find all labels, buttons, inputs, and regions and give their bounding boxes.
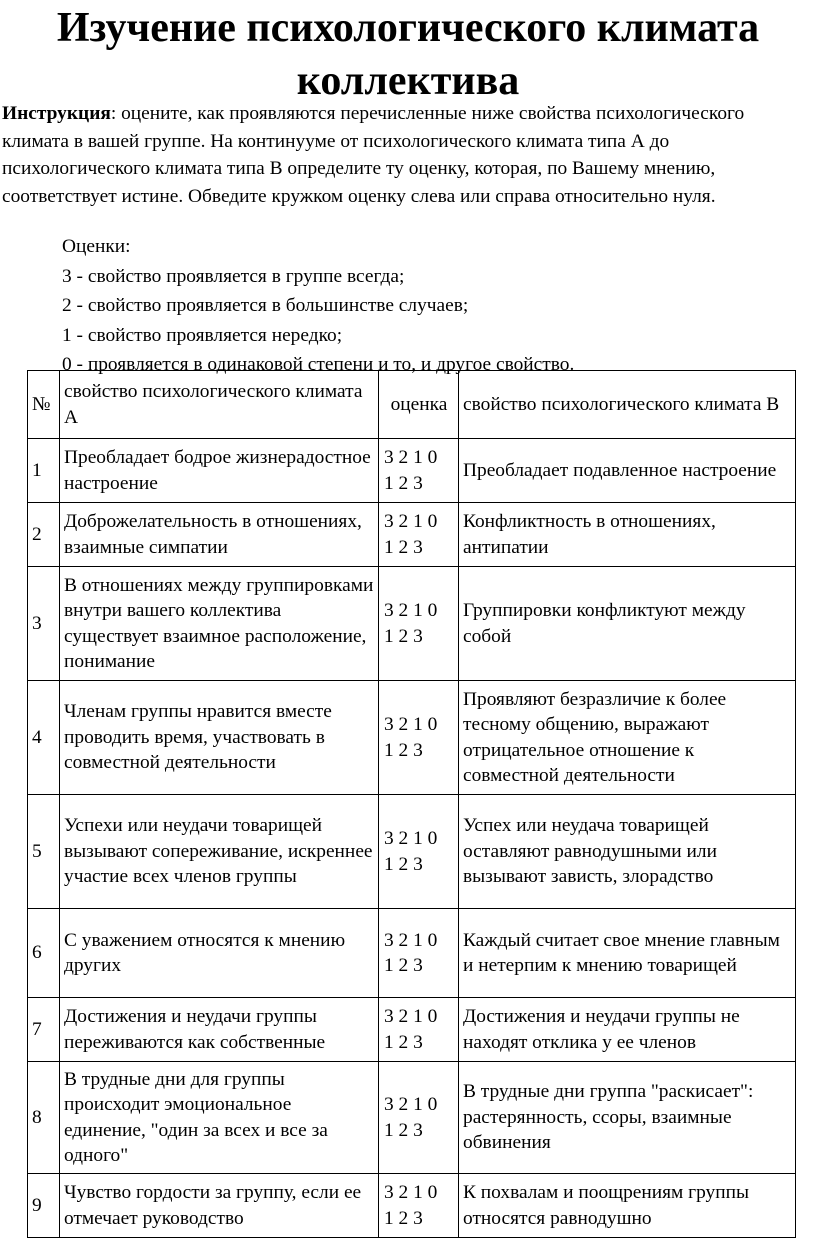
score-left[interactable]: 3 2 1 0 bbox=[384, 714, 438, 735]
row-property-b: Проявляют безразличие к более тесному общению, выражают отрицательное отношение к совместной деятельности bbox=[459, 681, 796, 795]
score-right[interactable]: 1 2 3 bbox=[384, 853, 423, 875]
score-left[interactable]: 3 2 1 0 bbox=[384, 1006, 438, 1027]
score-right[interactable]: 1 2 3 bbox=[384, 739, 423, 761]
scale-item: 1 - свойство проявляется нередко; bbox=[62, 324, 343, 346]
scale-legend bbox=[62, 232, 574, 380]
row-score[interactable] bbox=[379, 909, 459, 998]
row-property-a: В трудные дни для группы происходит эмоциональное единение, "один за всех и все за одного" bbox=[60, 1062, 379, 1174]
instruction-label: Инструкция bbox=[2, 103, 111, 124]
title-line-2: коллектива bbox=[296, 58, 520, 104]
row-num: 6 bbox=[28, 909, 60, 998]
row-score[interactable] bbox=[379, 567, 459, 681]
row-property-a: В отношениях между группировками внутри вашего коллектива существует взаимное расположение, понимание bbox=[60, 567, 379, 681]
row-property-b: Успех или неудача товарищей оставляют равнодушными или вызывают зависть, злорадство bbox=[459, 795, 796, 909]
row-property-b: В трудные дни группа "раскисает": растерянность, ссоры, взаимные обвинения bbox=[459, 1062, 796, 1174]
header-property-b: свойство психологического климата В bbox=[459, 371, 796, 439]
row-property-b: К похвалам и поощрениям группы относятся равнодушно bbox=[459, 1174, 796, 1238]
row-num: 5 bbox=[28, 795, 60, 909]
row-property-a: Преобладает бодрое жизнерадостное настроение bbox=[60, 439, 379, 503]
score-left[interactable]: 3 2 1 0 bbox=[384, 447, 438, 468]
row-property-b: Конфликтность в отношениях, антипатии bbox=[459, 503, 796, 567]
score-right[interactable]: 1 2 3 bbox=[384, 1119, 423, 1141]
table-row bbox=[28, 439, 796, 503]
row-num: 2 bbox=[28, 503, 60, 567]
score-left[interactable]: 3 2 1 0 bbox=[384, 929, 438, 951]
row-score[interactable] bbox=[379, 998, 459, 1062]
score-left[interactable]: 3 2 1 0 bbox=[384, 600, 438, 621]
row-num: 3 bbox=[28, 567, 60, 681]
score-right[interactable]: 1 2 3 bbox=[384, 536, 423, 558]
row-property-a: Чувство гордости за группу, если ее отмечает руководство bbox=[60, 1174, 379, 1238]
title-line-1: Изучение психологического климата bbox=[56, 5, 760, 51]
climate-table bbox=[27, 370, 796, 1238]
row-property-a: Успехи или неудачи товарищей вызывают сопереживание, искреннее участие всех членов группы bbox=[60, 795, 379, 909]
score-right[interactable]: 1 2 3 bbox=[384, 625, 423, 647]
header-score: оценка bbox=[379, 371, 459, 439]
table-row bbox=[28, 998, 796, 1062]
scale-item: 0 - проявляется в одинаковой степени и то, и другое свойство. bbox=[62, 354, 575, 376]
row-score[interactable] bbox=[379, 439, 459, 503]
score-right[interactable]: 1 2 3 bbox=[384, 1207, 423, 1229]
row-score[interactable] bbox=[379, 681, 459, 795]
row-num: 7 bbox=[28, 998, 60, 1062]
score-left[interactable]: 3 2 1 0 bbox=[384, 1182, 438, 1203]
table-header-row bbox=[28, 371, 796, 439]
instruction-text: : оцените, как проявляются перечисленные ниже свойства психологического климата в вашей группе. На континууме от психологического климата типа А до психологического климата типа В определите ту оценку, которая, по Вашему мнению, соответствует истине. Обведите кружком оценку слева или справа относительно нуля. bbox=[2, 103, 745, 208]
score-right[interactable]: 1 2 3 bbox=[384, 955, 423, 976]
row-property-b: Каждый считает свое мнение главным и нетерпим к мнению товарищей bbox=[459, 909, 796, 998]
row-property-b: Группировки конфликтуют между собой bbox=[459, 567, 796, 681]
score-left[interactable]: 3 2 1 0 bbox=[384, 511, 438, 532]
row-property-a: Доброжелательность в отношениях, взаимные симпатии bbox=[60, 503, 379, 567]
row-score[interactable] bbox=[379, 795, 459, 909]
table-row bbox=[28, 681, 796, 795]
header-num: № bbox=[28, 371, 60, 439]
row-property-a: Достижения и неудачи группы переживаются как собственные bbox=[60, 998, 379, 1062]
scale-item: 3 - свойство проявляется в группе всегда; bbox=[62, 265, 405, 287]
row-score[interactable] bbox=[379, 1062, 459, 1174]
table-row bbox=[28, 1062, 796, 1174]
row-property-a: С уважением относятся к мнению других bbox=[60, 909, 379, 998]
score-left[interactable]: 3 2 1 0 bbox=[384, 1094, 438, 1115]
row-score[interactable] bbox=[379, 1174, 459, 1238]
row-score[interactable] bbox=[379, 503, 459, 567]
row-property-b: Преобладает подавленное настроение bbox=[459, 439, 796, 503]
table-row bbox=[28, 909, 796, 998]
row-property-a: Членам группы нравится вместе проводить время, участвовать в совместной деятельности bbox=[60, 681, 379, 795]
scale-item: 2 - свойство проявляется в большинстве случаев; bbox=[62, 295, 469, 317]
table-row bbox=[28, 1174, 796, 1238]
instruction-paragraph bbox=[2, 100, 814, 211]
page-title bbox=[0, 2, 816, 108]
row-num: 1 bbox=[28, 439, 60, 503]
row-num: 8 bbox=[28, 1062, 60, 1174]
table-row bbox=[28, 503, 796, 567]
header-property-a: свойство психологического климата А bbox=[60, 371, 379, 439]
score-right[interactable]: 1 2 3 bbox=[384, 472, 423, 494]
scale-heading: Оценки: bbox=[62, 236, 131, 257]
row-property-b: Достижения и неудачи группы не находят отклика у ее членов bbox=[459, 998, 796, 1062]
table-row bbox=[28, 567, 796, 681]
row-num: 4 bbox=[28, 681, 60, 795]
score-right[interactable]: 1 2 3 bbox=[384, 1031, 423, 1053]
table-row bbox=[28, 795, 796, 909]
row-num: 9 bbox=[28, 1174, 60, 1238]
score-left[interactable]: 3 2 1 0 bbox=[384, 828, 438, 849]
